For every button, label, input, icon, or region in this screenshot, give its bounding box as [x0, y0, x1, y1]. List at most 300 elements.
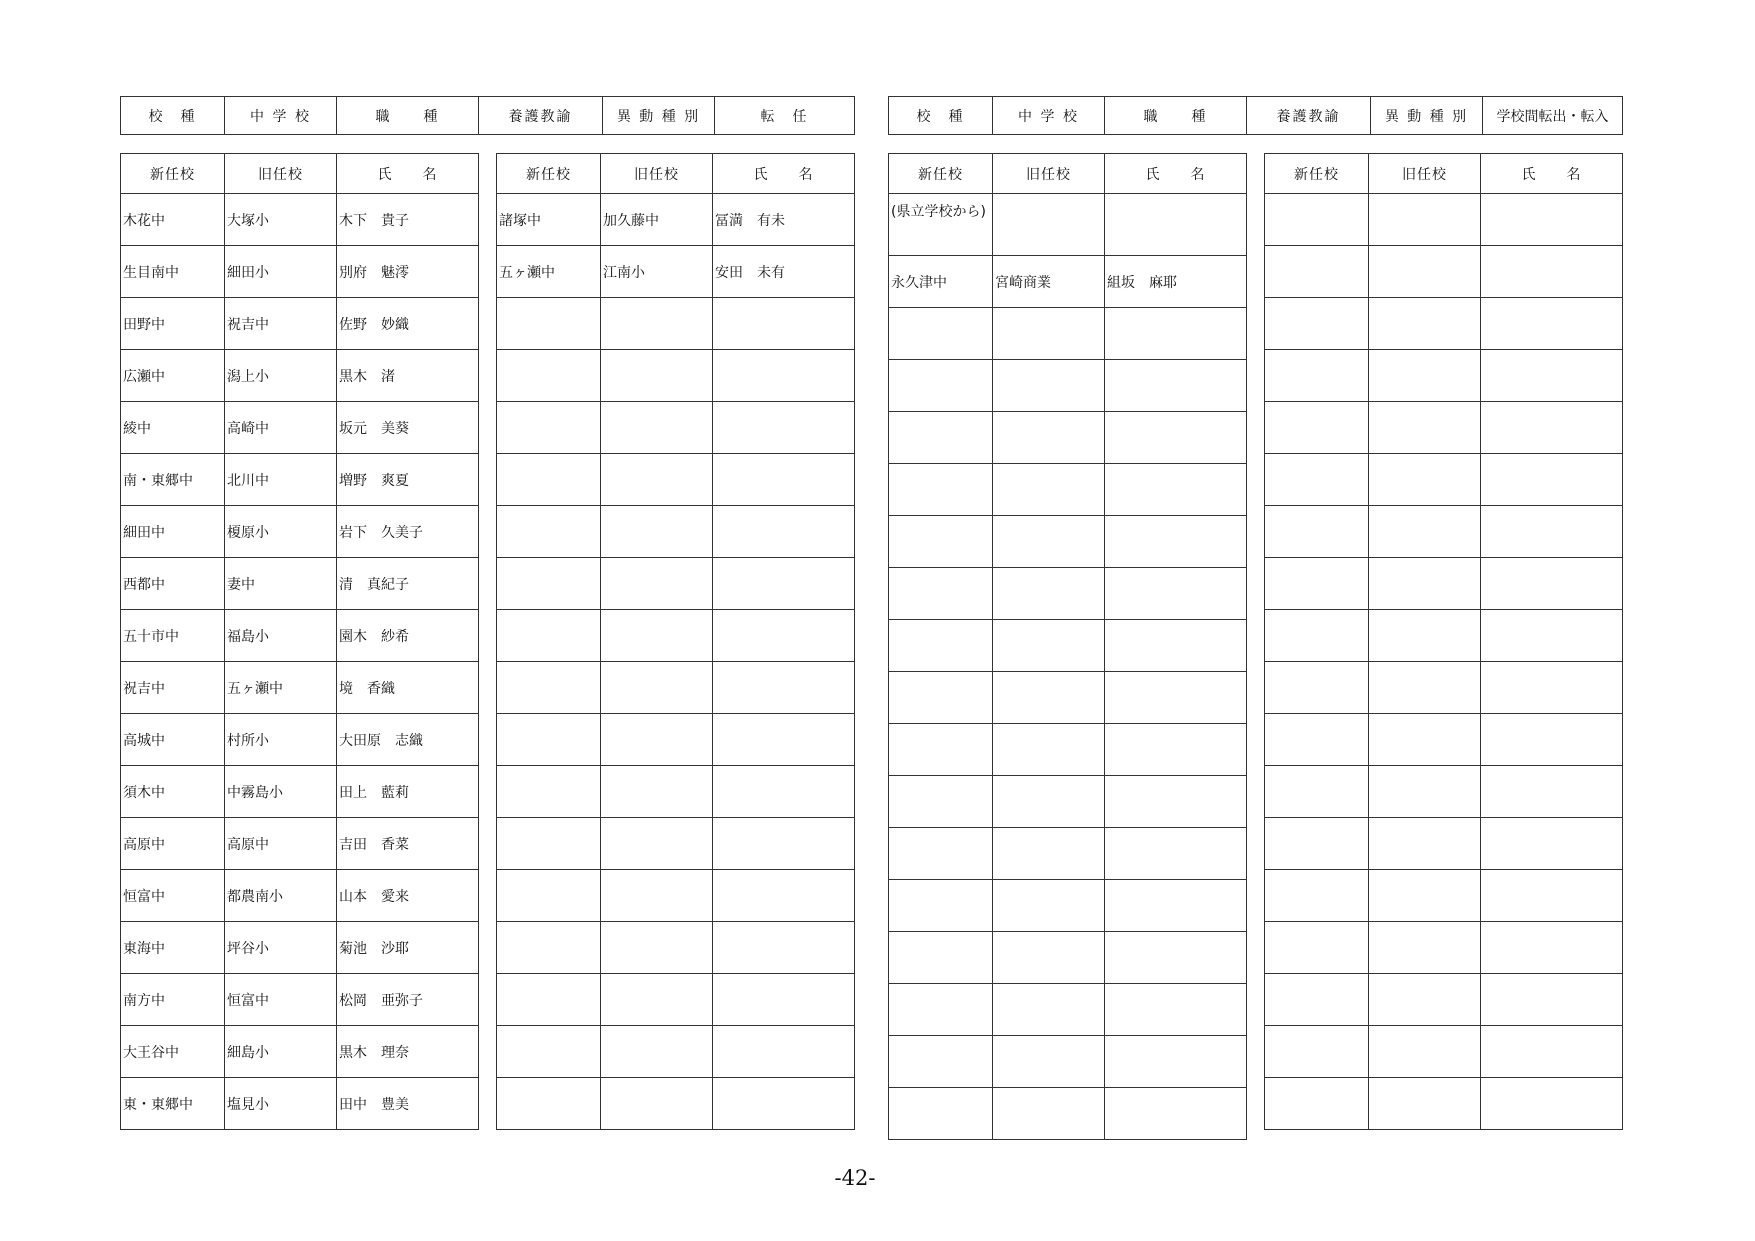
table-row	[497, 454, 855, 506]
column-header-row	[1265, 154, 1623, 194]
transfer-type-value: 学校間転出・転入	[1483, 97, 1623, 135]
table-row	[121, 402, 479, 454]
previous-school-cell	[1369, 922, 1481, 974]
table-row	[497, 610, 855, 662]
name-cell	[713, 506, 855, 558]
new-school-cell	[889, 516, 993, 568]
new-school-cell: 西都中	[121, 558, 225, 610]
school-type-label: 校 種	[121, 97, 225, 135]
previous-school-cell	[601, 402, 713, 454]
table-row	[121, 558, 479, 610]
previous-school-cell	[993, 516, 1105, 568]
name-cell	[713, 402, 855, 454]
name-cell	[713, 1078, 855, 1130]
name-cell: 岩下 久美子	[337, 506, 479, 558]
new-school-cell: 広瀬中	[121, 350, 225, 402]
column-header-row	[497, 154, 855, 194]
column-header-row	[121, 154, 479, 194]
table-row	[1265, 246, 1623, 298]
name-cell	[1105, 1036, 1247, 1088]
new-school-cell	[889, 984, 993, 1036]
name-header: 氏 名	[1105, 154, 1247, 194]
new-school-header: 新任校	[121, 154, 225, 194]
table-row	[889, 568, 1247, 620]
name-cell	[713, 610, 855, 662]
school-type-label: 校 種	[889, 97, 993, 135]
name-cell	[1105, 1088, 1247, 1140]
new-school-cell	[1265, 1026, 1369, 1078]
table-row	[121, 974, 479, 1026]
table-row	[1265, 194, 1623, 246]
table-row	[889, 880, 1247, 932]
name-cell	[1481, 246, 1623, 298]
school-type-value: 中 学 校	[993, 97, 1105, 135]
header-row	[121, 97, 855, 135]
job-type-value: 養護教諭	[479, 97, 603, 135]
previous-school-cell	[601, 870, 713, 922]
name-cell	[1105, 984, 1247, 1036]
previous-school-cell: 榎原小	[225, 506, 337, 558]
name-header: 氏 名	[713, 154, 855, 194]
name-cell	[713, 662, 855, 714]
table-row	[121, 818, 479, 870]
new-school-cell: 大王谷中	[121, 1026, 225, 1078]
new-school-cell	[1265, 558, 1369, 610]
previous-school-cell: 大塚小	[225, 194, 337, 246]
new-school-cell	[497, 870, 601, 922]
name-cell	[1105, 412, 1247, 464]
previous-school-cell	[993, 1036, 1105, 1088]
transfer-type-label: 異 動 種 別	[1371, 97, 1483, 135]
previous-school-cell: 五ヶ瀬中	[225, 662, 337, 714]
table-row	[1265, 922, 1623, 974]
previous-school-cell	[993, 828, 1105, 880]
previous-school-cell: 北川中	[225, 454, 337, 506]
name-cell	[1481, 870, 1623, 922]
previous-school-cell	[601, 714, 713, 766]
new-school-header: 新任校	[497, 154, 601, 194]
new-school-cell	[497, 298, 601, 350]
new-school-cell	[1265, 766, 1369, 818]
previous-school-cell	[1369, 818, 1481, 870]
table-row	[497, 818, 855, 870]
new-school-cell: 東・東郷中	[121, 1078, 225, 1130]
table-row	[497, 974, 855, 1026]
right-header-table	[888, 96, 1623, 135]
school-type-value: 中 学 校	[225, 97, 337, 135]
previous-school-cell	[601, 1026, 713, 1078]
table-row	[497, 402, 855, 454]
previous-school-cell: 恒富中	[225, 974, 337, 1026]
name-cell	[1105, 516, 1247, 568]
previous-school-cell	[601, 506, 713, 558]
name-cell	[1481, 454, 1623, 506]
new-school-cell	[497, 402, 601, 454]
new-school-cell	[889, 464, 993, 516]
previous-school-cell	[993, 1088, 1105, 1140]
previous-school-cell: 江南小	[601, 246, 713, 298]
new-school-cell	[1265, 454, 1369, 506]
previous-school-header: 旧任校	[225, 154, 337, 194]
previous-school-cell	[601, 818, 713, 870]
new-school-cell	[497, 766, 601, 818]
name-cell	[1481, 350, 1623, 402]
table-row	[121, 610, 479, 662]
new-school-cell	[497, 558, 601, 610]
table-row	[1265, 974, 1623, 1026]
table-row	[889, 620, 1247, 672]
previous-school-cell	[601, 766, 713, 818]
previous-school-cell	[993, 620, 1105, 672]
previous-school-cell	[993, 932, 1105, 984]
name-cell: 田中 豊美	[337, 1078, 479, 1130]
previous-school-cell: 村所小	[225, 714, 337, 766]
previous-school-cell	[601, 298, 713, 350]
name-cell	[1481, 194, 1623, 246]
name-cell	[713, 766, 855, 818]
new-school-cell	[497, 350, 601, 402]
new-school-cell	[889, 308, 993, 360]
new-school-cell: 南方中	[121, 974, 225, 1026]
previous-school-cell	[1369, 506, 1481, 558]
name-cell	[1105, 672, 1247, 724]
new-school-cell: 五ヶ瀬中	[497, 246, 601, 298]
previous-school-cell	[601, 974, 713, 1026]
new-school-cell: (県立学校から)	[889, 194, 993, 256]
header-row	[889, 97, 1623, 135]
previous-school-cell	[601, 610, 713, 662]
name-cell	[1105, 620, 1247, 672]
table-row	[497, 298, 855, 350]
name-cell	[1481, 662, 1623, 714]
previous-school-cell: 高原中	[225, 818, 337, 870]
previous-school-cell	[993, 724, 1105, 776]
name-cell	[1481, 1026, 1623, 1078]
name-cell: 木下 貴子	[337, 194, 479, 246]
left-header-table	[120, 96, 855, 135]
new-school-cell	[889, 724, 993, 776]
table-row	[121, 662, 479, 714]
previous-school-cell: 中霧島小	[225, 766, 337, 818]
new-school-cell	[1265, 610, 1369, 662]
new-school-cell	[1265, 350, 1369, 402]
new-school-cell: 諸塚中	[497, 194, 601, 246]
previous-school-cell: 細田小	[225, 246, 337, 298]
previous-school-header: 旧任校	[993, 154, 1105, 194]
name-cell: 清 真紀子	[337, 558, 479, 610]
previous-school-cell	[1369, 714, 1481, 766]
new-school-cell: 恒富中	[121, 870, 225, 922]
new-school-cell	[497, 610, 601, 662]
previous-school-cell	[993, 412, 1105, 464]
table-row	[889, 516, 1247, 568]
previous-school-cell	[601, 350, 713, 402]
name-header: 氏 名	[337, 154, 479, 194]
new-school-cell	[889, 1088, 993, 1140]
table-row	[497, 1078, 855, 1130]
new-school-cell: 田野中	[121, 298, 225, 350]
new-school-header: 新任校	[1265, 154, 1369, 194]
previous-school-cell: 坪谷小	[225, 922, 337, 974]
table-row	[497, 766, 855, 818]
table-row	[121, 194, 479, 246]
transfer-table-2	[496, 153, 855, 1130]
name-cell	[1105, 724, 1247, 776]
name-cell: 佐野 妙織	[337, 298, 479, 350]
name-cell: 大田原 志織	[337, 714, 479, 766]
new-school-cell: 高城中	[121, 714, 225, 766]
previous-school-cell	[993, 984, 1105, 1036]
previous-school-cell	[993, 194, 1105, 256]
previous-school-header: 旧任校	[601, 154, 713, 194]
name-cell	[1105, 776, 1247, 828]
new-school-cell	[1265, 818, 1369, 870]
name-cell: 園木 紗希	[337, 610, 479, 662]
previous-school-cell	[1369, 1078, 1481, 1130]
new-school-cell: 須木中	[121, 766, 225, 818]
previous-school-cell: 潟上小	[225, 350, 337, 402]
table-row	[497, 506, 855, 558]
column-header-row	[889, 154, 1247, 194]
new-school-cell	[1265, 298, 1369, 350]
new-school-cell	[1265, 506, 1369, 558]
new-school-cell	[889, 360, 993, 412]
previous-school-cell: 妻中	[225, 558, 337, 610]
table-row	[121, 1078, 479, 1130]
name-cell	[1105, 308, 1247, 360]
table-row	[1265, 298, 1623, 350]
name-cell: 吉田 香菜	[337, 818, 479, 870]
previous-school-cell	[993, 880, 1105, 932]
new-school-header: 新任校	[889, 154, 993, 194]
table-row	[889, 932, 1247, 984]
name-cell: 坂元 美葵	[337, 402, 479, 454]
name-cell: 境 香織	[337, 662, 479, 714]
name-cell: 組坂 麻耶	[1105, 256, 1247, 308]
previous-school-cell	[993, 776, 1105, 828]
previous-school-header: 旧任校	[1369, 154, 1481, 194]
table-row	[497, 714, 855, 766]
table-row	[121, 350, 479, 402]
previous-school-cell	[1369, 1026, 1481, 1078]
new-school-cell	[1265, 974, 1369, 1026]
new-school-cell	[1265, 246, 1369, 298]
previous-school-cell	[1369, 246, 1481, 298]
name-cell	[713, 298, 855, 350]
name-cell	[1481, 766, 1623, 818]
name-cell	[1481, 298, 1623, 350]
new-school-cell: 生目南中	[121, 246, 225, 298]
new-school-cell: 綾中	[121, 402, 225, 454]
job-type-label: 職 種	[1105, 97, 1247, 135]
table-row	[1265, 610, 1623, 662]
table-row	[889, 724, 1247, 776]
new-school-cell: 南・東郷中	[121, 454, 225, 506]
table-row	[1265, 870, 1623, 922]
previous-school-cell	[601, 1078, 713, 1130]
new-school-cell	[1265, 402, 1369, 454]
table-row	[497, 870, 855, 922]
previous-school-cell: 高崎中	[225, 402, 337, 454]
table-row	[121, 298, 479, 350]
table-row	[889, 464, 1247, 516]
table-row	[1265, 1078, 1623, 1130]
name-cell	[1481, 922, 1623, 974]
job-type-label: 職 種	[337, 97, 479, 135]
previous-school-cell: 福島小	[225, 610, 337, 662]
name-cell: 冨満 有未	[713, 194, 855, 246]
transfer-type-value: 転 任	[715, 97, 855, 135]
table-row	[121, 1026, 479, 1078]
new-school-cell	[497, 818, 601, 870]
new-school-cell	[1265, 922, 1369, 974]
name-cell	[1105, 360, 1247, 412]
name-cell	[713, 1026, 855, 1078]
transfer-table-4	[1264, 153, 1623, 1130]
previous-school-cell: 宮崎商業	[993, 256, 1105, 308]
name-header: 氏 名	[1481, 154, 1623, 194]
name-cell	[1105, 932, 1247, 984]
new-school-cell	[497, 714, 601, 766]
name-cell	[713, 818, 855, 870]
name-cell	[1105, 828, 1247, 880]
name-cell	[1105, 568, 1247, 620]
name-cell	[713, 558, 855, 610]
previous-school-cell	[993, 464, 1105, 516]
name-cell	[713, 922, 855, 974]
table-row	[889, 412, 1247, 464]
table-row	[497, 350, 855, 402]
table-row	[497, 1026, 855, 1078]
table-row	[1265, 350, 1623, 402]
table-row	[497, 246, 855, 298]
name-cell: 別府 魅澪	[337, 246, 479, 298]
new-school-cell	[497, 454, 601, 506]
new-school-cell	[497, 1026, 601, 1078]
name-cell: 黒木 渚	[337, 350, 479, 402]
page-number: -42-	[834, 1166, 876, 1190]
previous-school-cell	[1369, 974, 1481, 1026]
new-school-cell	[889, 880, 993, 932]
new-school-cell	[889, 932, 993, 984]
new-school-cell	[1265, 194, 1369, 246]
previous-school-cell: 塩見小	[225, 1078, 337, 1130]
table-row	[1265, 454, 1623, 506]
new-school-cell: 高原中	[121, 818, 225, 870]
previous-school-cell	[1369, 662, 1481, 714]
table-row	[889, 360, 1247, 412]
new-school-cell: 木花中	[121, 194, 225, 246]
name-cell	[1481, 974, 1623, 1026]
table-row	[121, 766, 479, 818]
table-row	[889, 984, 1247, 1036]
new-school-cell	[889, 776, 993, 828]
previous-school-cell	[601, 454, 713, 506]
name-cell: 松岡 亜弥子	[337, 974, 479, 1026]
previous-school-cell	[993, 672, 1105, 724]
table-row	[1265, 402, 1623, 454]
name-cell	[1481, 402, 1623, 454]
previous-school-cell	[993, 568, 1105, 620]
new-school-cell	[889, 1036, 993, 1088]
previous-school-cell: 加久藤中	[601, 194, 713, 246]
name-cell	[1481, 610, 1623, 662]
table-row	[889, 776, 1247, 828]
name-cell	[713, 870, 855, 922]
table-row	[1265, 558, 1623, 610]
name-cell	[1481, 506, 1623, 558]
table-row	[889, 194, 1247, 256]
name-cell	[1105, 464, 1247, 516]
table-row	[121, 246, 479, 298]
name-cell	[1481, 714, 1623, 766]
name-cell	[713, 714, 855, 766]
previous-school-cell	[601, 558, 713, 610]
previous-school-cell	[993, 308, 1105, 360]
previous-school-cell: 祝吉中	[225, 298, 337, 350]
new-school-cell	[889, 620, 993, 672]
table-row	[889, 828, 1247, 880]
table-row	[889, 1088, 1247, 1140]
table-row	[1265, 714, 1623, 766]
table-row	[121, 454, 479, 506]
previous-school-cell	[1369, 298, 1481, 350]
new-school-cell	[497, 974, 601, 1026]
new-school-cell	[497, 506, 601, 558]
transfer-table-1	[120, 153, 479, 1130]
table-row	[889, 256, 1247, 308]
name-cell	[713, 454, 855, 506]
name-cell	[1481, 558, 1623, 610]
new-school-cell	[1265, 870, 1369, 922]
new-school-cell	[889, 568, 993, 620]
table-row	[1265, 818, 1623, 870]
name-cell	[1105, 880, 1247, 932]
name-cell	[1481, 818, 1623, 870]
table-row	[121, 922, 479, 974]
previous-school-cell	[1369, 402, 1481, 454]
new-school-cell	[889, 412, 993, 464]
new-school-cell	[889, 672, 993, 724]
transfer-type-label: 異 動 種 別	[603, 97, 715, 135]
previous-school-cell	[1369, 610, 1481, 662]
new-school-cell: 細田中	[121, 506, 225, 558]
previous-school-cell	[1369, 454, 1481, 506]
name-cell: 田上 藍莉	[337, 766, 479, 818]
table-row	[497, 662, 855, 714]
name-cell: 黒木 理奈	[337, 1026, 479, 1078]
new-school-cell	[497, 922, 601, 974]
new-school-cell: 五十市中	[121, 610, 225, 662]
table-row	[121, 506, 479, 558]
name-cell: 安田 未有	[713, 246, 855, 298]
new-school-cell	[497, 662, 601, 714]
table-row	[889, 308, 1247, 360]
name-cell: 菊池 沙耶	[337, 922, 479, 974]
table-row	[1265, 506, 1623, 558]
name-cell: 山本 愛来	[337, 870, 479, 922]
previous-school-cell	[1369, 766, 1481, 818]
new-school-cell: 祝吉中	[121, 662, 225, 714]
name-cell	[1481, 1078, 1623, 1130]
table-row	[497, 194, 855, 246]
table-row	[889, 672, 1247, 724]
new-school-cell	[1265, 662, 1369, 714]
new-school-cell	[889, 828, 993, 880]
name-cell	[713, 350, 855, 402]
previous-school-cell: 細島小	[225, 1026, 337, 1078]
new-school-cell	[1265, 1078, 1369, 1130]
